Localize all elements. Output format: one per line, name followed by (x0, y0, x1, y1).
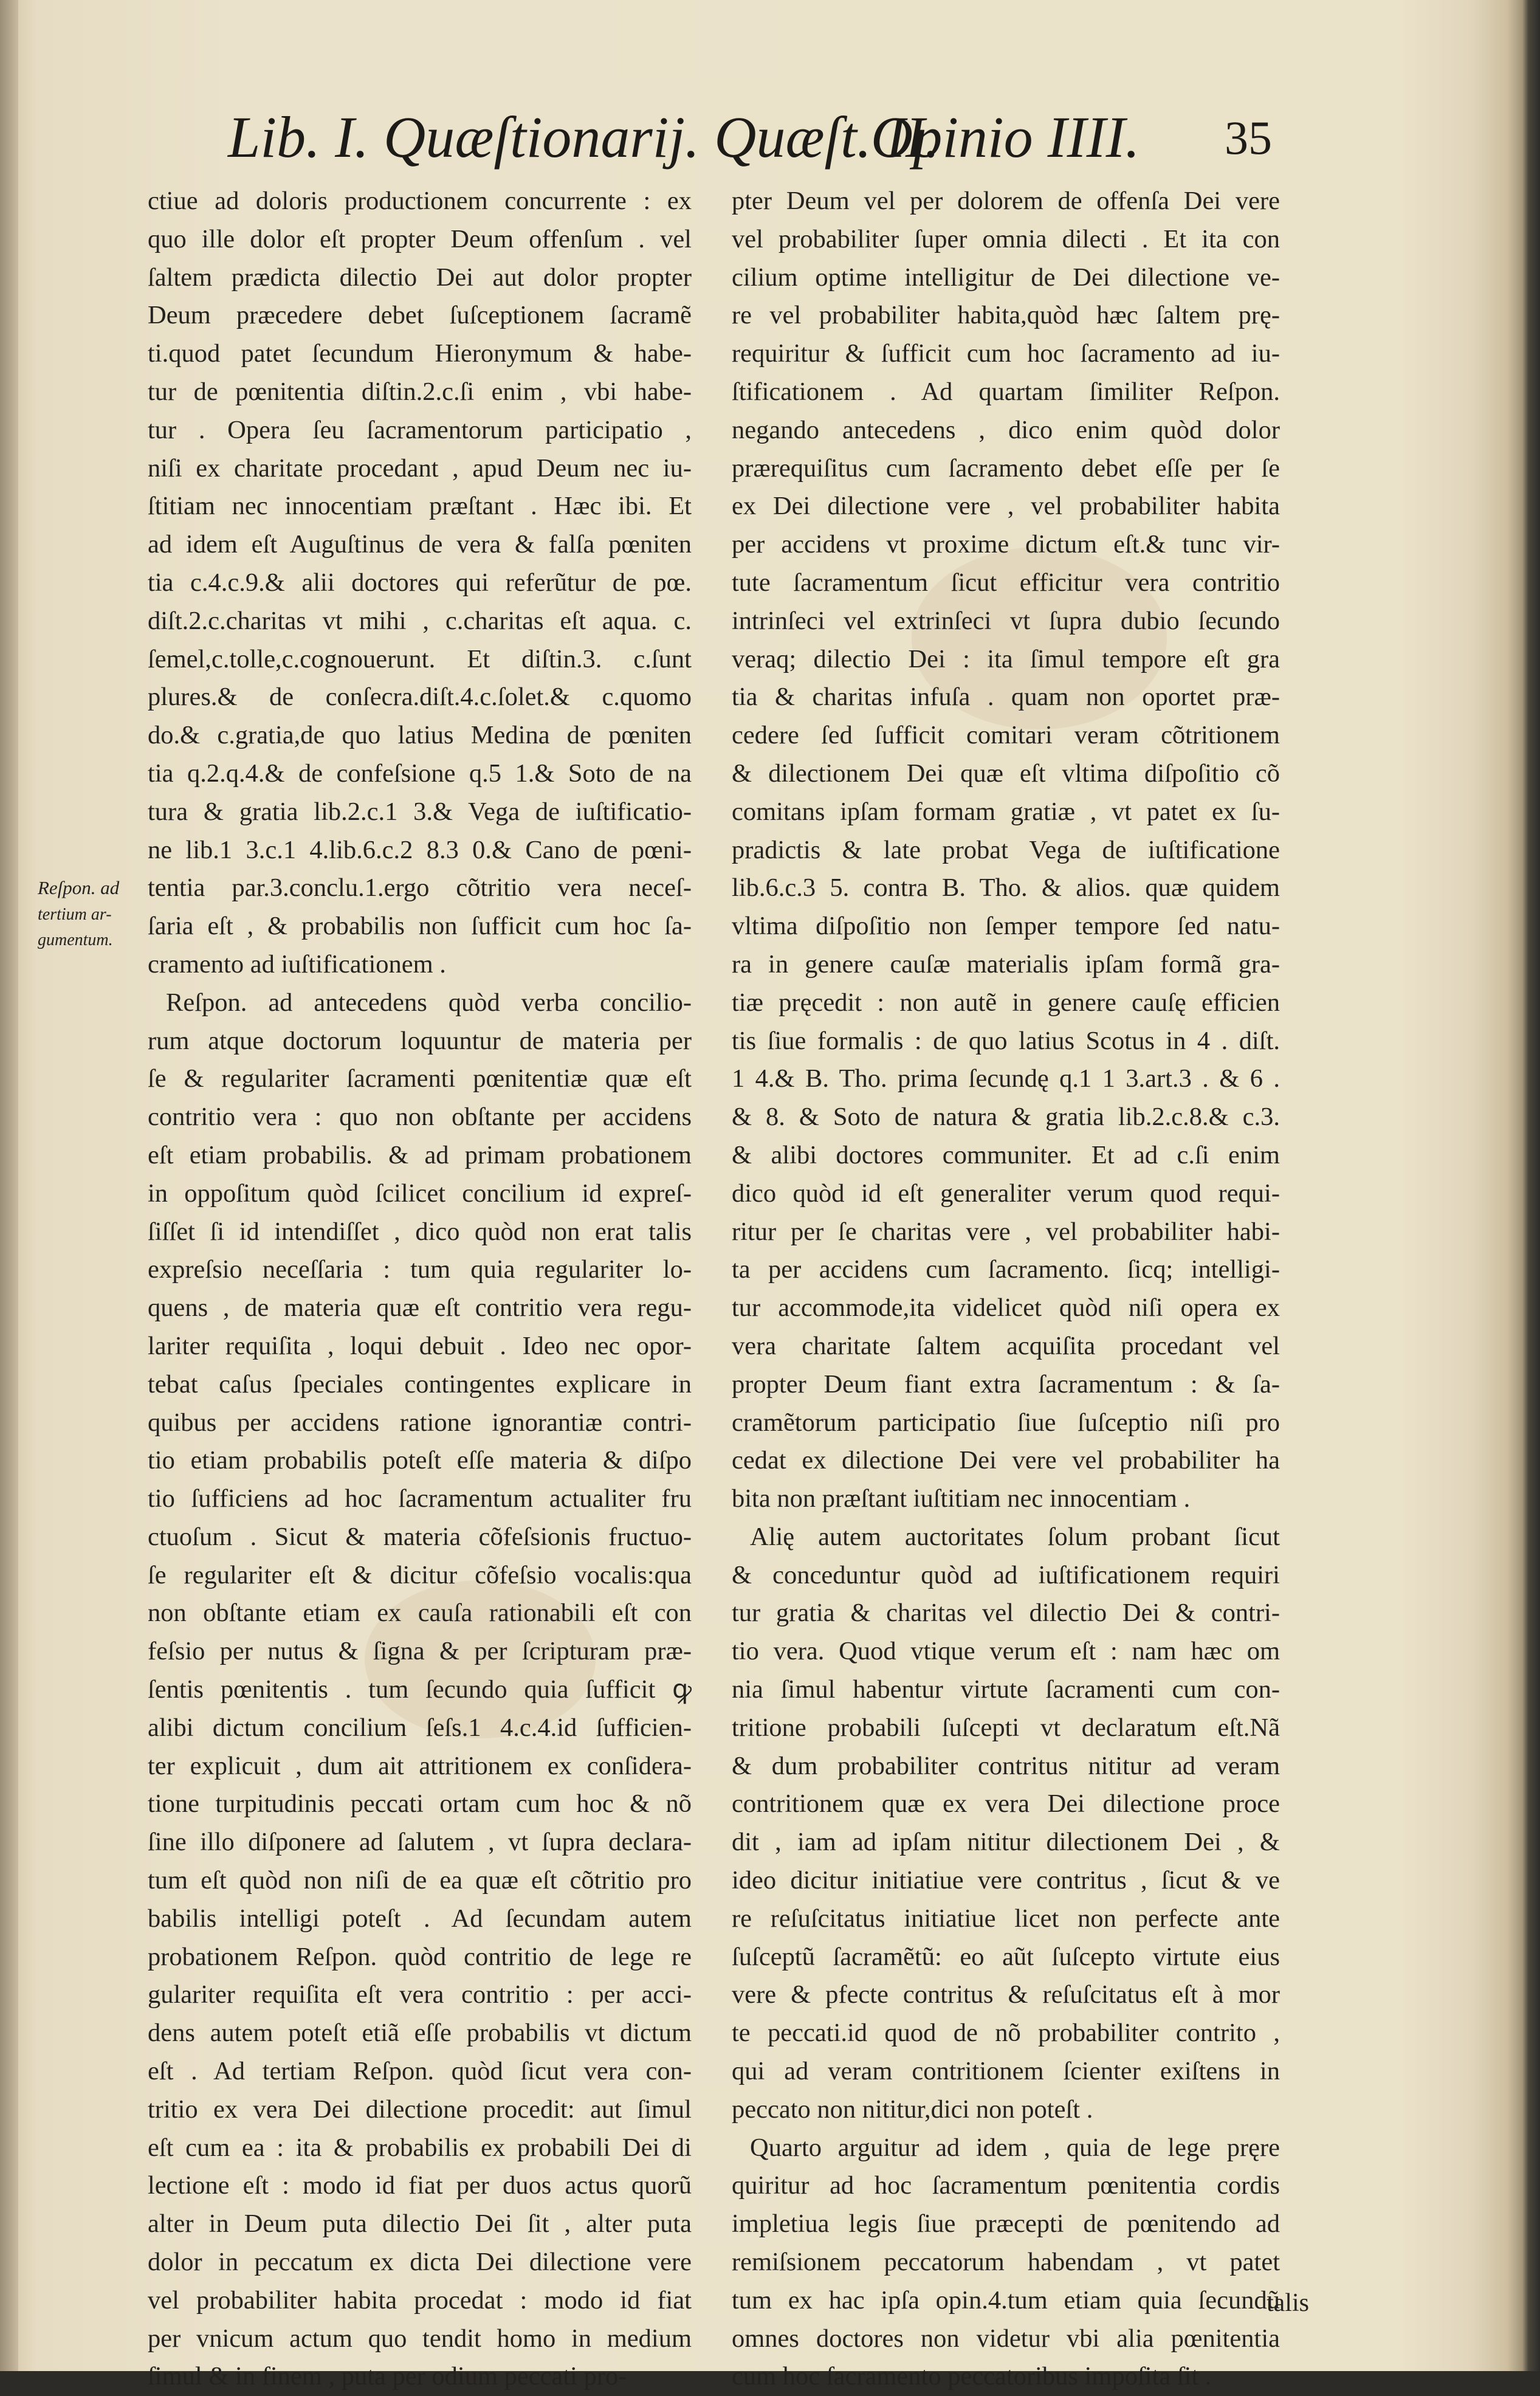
text-line: ne lib.1 3.c.1 4.lib.6.c.2 8.3 0.& Cano de pœni- (148, 835, 692, 864)
text-line: re reſuſcitatus initiatiue licet non perfecte ante (732, 1904, 1280, 1933)
text-line: lariter requiſita , loqui debuit . Ideo nec opor- (148, 1331, 692, 1360)
text-line: te peccati.id quod de nõ probabiliter contrito , (732, 2019, 1280, 2048)
text-line: ſuſceptũ ſacramẽtũ: eo aũt ſuſcepto virtute eius (732, 1942, 1280, 1971)
text-line: intrinſeci vel extrinſeci vt ſupra dubio ſecundo (732, 606, 1280, 635)
text-line: ſine illo diſponere ad ſalutem , vt ſupra declara- (148, 1828, 692, 1857)
text-line: & dum probabiliter contritus nititur ad veram (732, 1751, 1280, 1780)
text-line: dico quòd id eſt generaliter verum quod requi- (732, 1179, 1280, 1208)
text-line: cramẽtorum participatio ſiue ſuſceptio niſi pro (732, 1408, 1280, 1437)
text-line: tur . Opera ſeu ſacramentorum participatio , (148, 415, 692, 444)
text-line: ſaria eſt , & probabilis non ſufficit cum hoc ſa- (148, 912, 692, 941)
text-line: Alię autem auctoritates ſolum probant ſicut (750, 1522, 1280, 1551)
text-line: quiritur ad hoc ſacramentum pœnitentia cordis (732, 2171, 1280, 2200)
text-line: ex Dei dilectione vere , vel probabiliter habita (732, 492, 1280, 521)
text-line: & 8. & Soto de natura & gratia lib.2.c.8.& c.3. (732, 1103, 1280, 1132)
text-line: prærequiſitus cum ſacramento debet eſſe per ſe (732, 453, 1280, 483)
text-line: Deum præcedere debet ſuſceptionem ſacramẽ (148, 301, 692, 330)
text-line: tura & gratia lib.2.c.1 3.& Vega de iuſtificatio- (148, 797, 692, 826)
text-line: cedere ſed ſufficit comitari veram cõtritionem (732, 721, 1280, 750)
text-line: qui ad veram contritionem ſcienter exiſtens in (732, 2057, 1280, 2086)
text-line: tio vera. Quod vtique verum eſt : nam hæc om (732, 1637, 1280, 1666)
text-line: ſe & regulariter ſacramenti pœnitentiæ quæ eſt (148, 1064, 692, 1093)
page-number: 35 (1225, 111, 1272, 164)
text-line: ctuoſum . Sicut & materia cõfeſsionis fructuo- (148, 1522, 692, 1551)
text-line: ad idem eſt Auguſtinus de vera & falſa pœniten (148, 530, 692, 559)
text-line: tione turpitudinis peccati ortam cum hoc & nõ (148, 1789, 692, 1819)
text-line: ritur per ſe charitas vere , vel probabiliter habi- (732, 1217, 1280, 1246)
text-line: contritionem quæ ex vera Dei dilectione proce (732, 1789, 1280, 1819)
text-line: rum atque doctorum loquuntur de materia per (148, 1026, 692, 1055)
text-line: nia ſimul habentur virtute ſacramenti cum con- (732, 1675, 1280, 1704)
text-line: ti.quod patet ſecundum Hieronymum & habe- (148, 339, 692, 368)
text-line: ſemel,c.tolle,c.cognouerunt. Et diſtin.3. c.ſunt (148, 644, 692, 673)
text-line: omnes doctores non videtur vbi alia pœnitentia (732, 2324, 1280, 2353)
text-line: cilium optime intelligitur de Dei dilectione ve- (732, 263, 1280, 292)
text-line: re vel probabiliter habita,quòd hæc ſaltem prę- (732, 301, 1280, 330)
text-line: 1 4.& B. Tho. prima ſecundę q.1 1 3.art.3 . & 6 . (732, 1064, 1280, 1093)
text-line: pradictis & late probat Vega de iuſtificatione (732, 835, 1280, 864)
binding-gutter (0, 0, 18, 2371)
text-line: comitans ipſam formam gratiæ , vt patet ex ſu- (732, 797, 1280, 826)
text-line: vera charitate ſaltem acquiſita procedant vel (732, 1331, 1280, 1360)
text-line: eſt etiam probabilis. & ad primam probationem (148, 1140, 692, 1169)
text-line: & conceduntur quòd ad iuſtificationem requiri (732, 1560, 1280, 1589)
text-line: Reſpon. ad antecedens quòd verba concilio- (166, 988, 692, 1017)
text-line: ter explicuit , dum ait attritionem ex conſidera- (148, 1751, 692, 1780)
text-line: ta per accidens cum ſacramento. ſicq; intelligi- (732, 1255, 1280, 1284)
text-line: impletiua legis ſiue præcepti de pœnitendo ad (732, 2209, 1280, 2239)
text-line: cum hoc ſacramento peccatoribus impoſita ſit . (732, 2362, 1212, 2391)
text-line: & alibi doctores communiter. Et ad c.ſi enim (732, 1140, 1280, 1169)
catchword: talis (1267, 2289, 1309, 2317)
text-line: ra in genere cauſæ materialis ipſam formã gra- (732, 949, 1280, 979)
text-line: ſtitiam nec innocentiam præſtant . Hæc ibi. Et (148, 492, 692, 521)
margin-note-line: gumentum. (38, 931, 113, 949)
text-line: tum ex hac ipſa opin.4.tum etiam quia ſecundũ (732, 2285, 1280, 2315)
text-line: ſaltem prædicta dilectio Dei aut dolor propter (148, 263, 692, 292)
text-line: feſsio per nutus & ſigna & per ſcripturam præ- (148, 1637, 692, 1666)
text-line: ſimul & in finem , puta per odium peccati pro- (148, 2362, 627, 2391)
text-line: tio etiam probabilis poteſt eſſe materia & diſpo (148, 1446, 692, 1475)
text-line: per vnicum actum quo tendit homo in medium (148, 2324, 692, 2353)
text-line: gulariter requiſita eſt vera contritio : per acci- (148, 1980, 692, 2009)
text-line: tia & charitas infuſa . quam non oportet præ- (732, 683, 1280, 712)
text-line: cedat ex dilectione Dei vere vel probabiliter ha (732, 1446, 1280, 1475)
margin-note-line: Reſpon. ad (38, 877, 120, 898)
text-line: ſiſſet ſi id intendiſſet , dico quòd non erat talis (148, 1217, 692, 1246)
margin-note-line: tertium ar- (38, 905, 112, 924)
text-line: requiritur & ſufficit cum hoc ſacramento ad iu- (732, 339, 1280, 368)
text-line: tum eſt quòd non niſi de ea quæ eſt cõtritio pro (148, 1866, 692, 1895)
text-line: non obſtante etiam ex cauſa rationabili eſt con (148, 1599, 692, 1628)
text-line: alter in Deum puta dilectio Dei ſit , alter puta (148, 2209, 692, 2239)
text-line: eſt . Ad tertiam Reſpon. quòd ſicut vera con- (148, 2057, 692, 2086)
text-line: vel probabiliter ſuper omnia dilecti . Et ita con (732, 224, 1280, 253)
running-head-opinion: Opinio IIII. (871, 105, 1140, 170)
text-line: tur gratia & charitas vel dilectio Dei & contri- (732, 1599, 1280, 1628)
text-line: cramento ad iuſtificationem . (148, 949, 446, 979)
text-line: tur accommode,ita videlicet quòd niſi opera ex (732, 1293, 1280, 1323)
running-head-title: Lib. I. Quæſtionarij. Quæſt. II. (228, 105, 940, 170)
text-line: contritio vera : quo non obſtante per accidens (148, 1103, 692, 1132)
text-line: & dilectionem Dei quæ eſt vltima diſpoſitio cõ (732, 759, 1280, 788)
text-line: tis ſiue formalis : de quo latius Scotus in 4 . diſt. (732, 1026, 1280, 1055)
text-line: tritio ex vera Dei dilectione procedit: aut ſimul (148, 2095, 692, 2124)
text-line: niſi ex charitate procedant , apud Deum nec iu- (148, 453, 692, 483)
text-line: ſentis pœnitentis . tum ſecundo quia ſufficit ꝙ (148, 1675, 692, 1704)
text-line: lectione eſt : modo id fiat per duos actus quorũ (148, 2171, 692, 2200)
text-line: propter Deum fiant extra ſacramentum : & ſa- (732, 1369, 1280, 1399)
text-line: Quarto arguitur ad idem , quia de lege pręre (750, 2133, 1280, 2162)
text-line: dens autem poteſt etiã eſſe probabilis vt dictum (148, 2019, 692, 2048)
text-line: tentia par.3.conclu.1.ergo cõtritio vera neceſ- (148, 873, 692, 903)
text-line: plures.& de conſecra.diſt.4.c.ſolet.& c.quomo (148, 683, 692, 712)
text-line: vltima diſpoſitio non ſemper tempore ſed natu- (732, 912, 1280, 941)
text-line: tia c.4.c.9.& alii doctores qui referũtur de pœ. (148, 568, 692, 597)
text-line: tia q.2.q.4.& de confeſsione q.5 1.& Soto de na (148, 759, 692, 788)
text-line: peccato non nititur,dici non poteſt . (732, 2095, 1093, 2124)
text-line: pter Deum vel per dolorem de offenſa Dei vere (732, 187, 1280, 215)
text-line: babilis intelligi poteſt . Ad ſecundam autem (148, 1904, 692, 1933)
text-line: do.& c.gratia,de quo latius Medina de pœniten (148, 721, 692, 750)
text-line: tebat caſus ſpeciales contingentes explicare in (148, 1369, 692, 1399)
text-line: negando antecedens , dico enim quòd dolor (732, 415, 1280, 444)
text-line: ſtificationem . Ad quartam ſimiliter Reſpon. (732, 377, 1280, 406)
text-line: dolor in peccatum ex dicta Dei dilectione vere (148, 2248, 692, 2277)
text-line: quibus per accidens ratione ignorantiæ contri- (148, 1408, 692, 1437)
text-line: ctiue ad doloris productionem concurrente : ex (148, 187, 692, 215)
text-line: per accidens vt proxime dictum eſt.& tunc vir- (732, 530, 1280, 559)
text-line: lib.6.c.3 5. contra B. Tho. & alios. quæ quidem (732, 873, 1280, 903)
text-line: remiſsionem peccatorum habendam , vt patet (732, 2248, 1280, 2277)
text-line: in oppoſitum quòd ſcilicet concilium id expreſ- (148, 1179, 692, 1208)
text-line: tritione probabili ſuſcepti vt declaratum eſt.Nã (732, 1713, 1280, 1742)
text-line: tur de pœnitentia diſtin.2.c.ſi enim , vbi habe- (148, 377, 692, 406)
text-line: vere & pfecte contritus & reſuſcitatus eſt à mor (732, 1980, 1280, 2009)
text-line: tiæ pręcedit : non autẽ in genere cauſę efficien (732, 988, 1280, 1017)
text-line: ſe regulariter eſt & dicitur cõfeſsio vocalis:qua (148, 1560, 692, 1589)
right-text-column (732, 182, 1280, 2396)
text-line: alibi dictum concilium ſeſs.1 4.c.4.id ſufficien- (148, 1713, 692, 1742)
text-line: bita non præſtant iuſtitiam nec innocentiam . (732, 1484, 1191, 1513)
text-line: expreſsio neceſſaria : tum quia regulariter lo- (148, 1255, 692, 1284)
text-line: diſt.2.c.charitas vt mihi , c.charitas eſt aqua. c. (148, 606, 692, 635)
text-line: ideo dicitur initiatiue vere contritus , ſicut & ve (732, 1866, 1280, 1895)
text-line: probationem Reſpon. quòd contritio de lege re (148, 1942, 692, 1971)
text-line: dit , iam ad ipſam nititur dilectionem Dei , & (732, 1828, 1280, 1857)
text-line: tute ſacramentum ſicut efficitur vera contritio (732, 568, 1280, 597)
text-line: tio ſufficiens ad hoc ſacramentum actualiter fru (148, 1484, 692, 1513)
left-text-column (148, 182, 692, 2396)
text-line: quo ille dolor eſt propter Deum offenſum . vel (148, 224, 692, 253)
text-line: vel probabiliter habita procedat : modo id fiat (148, 2285, 692, 2315)
text-line: quens , de materia quæ eſt contritio vera regu- (148, 1293, 692, 1323)
text-line: veraq; dilectio Dei : ita ſimul tempore eſt gra (732, 644, 1280, 673)
text-line: eſt cum ea : ita & probabilis ex probabili Dei di (148, 2133, 692, 2162)
